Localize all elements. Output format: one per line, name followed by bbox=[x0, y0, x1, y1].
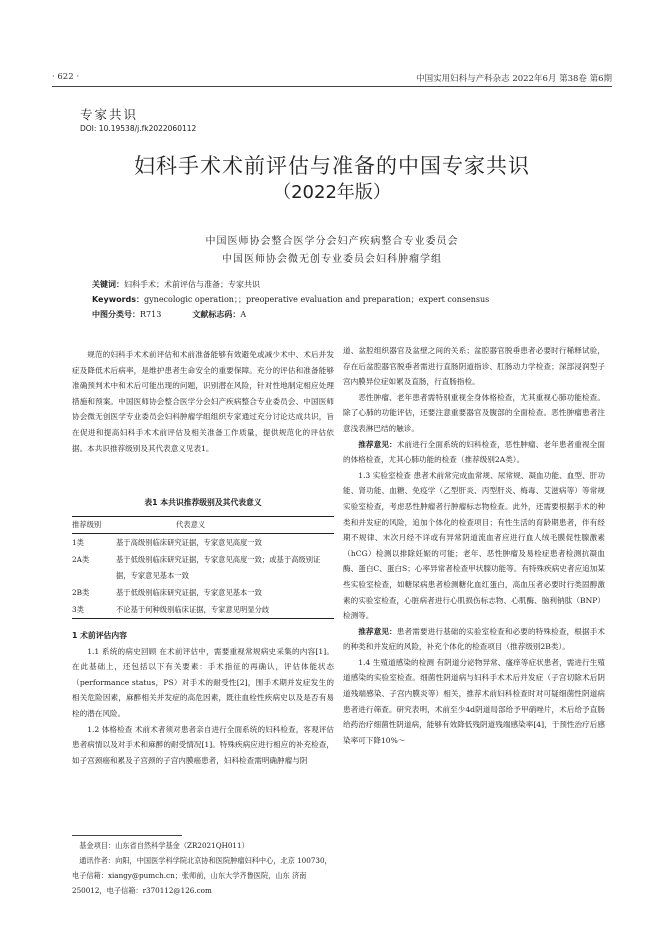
header-rule bbox=[52, 86, 612, 87]
table-header-meaning: 代表意义 bbox=[116, 517, 334, 534]
journal-info: 中国实用妇科与产科杂志 2022年6月 第38卷 第6期 bbox=[416, 74, 612, 84]
correspondence-note: 通讯作者：向阳，中国医学科学院北京协和医院肿瘤妇科中心，北京 100730，电子信箱：xiangy@pumch.cn；张师前，山东大学齐鲁医院，山东 济南 250012，电子信箱：r370112@126.com bbox=[72, 856, 332, 895]
section-1-heading: 1 术前评估内容 bbox=[72, 631, 127, 640]
keywords-cn-label: 关键词： bbox=[92, 280, 124, 289]
table-header-level: 推荐级别 bbox=[72, 517, 116, 534]
table-cell-meaning: 基于低级别临床研究证据，专家意见高度一致；或基于高级别证据，专家意见基本一致 bbox=[116, 555, 321, 580]
table-cell-level: 1类 bbox=[72, 538, 84, 547]
keywords-en bbox=[92, 294, 612, 306]
article-subtitle: （2022年版） bbox=[273, 182, 391, 203]
recommendation-2-text: 患者需要进行基础的实验室检查和必要的特殊检查，根据手术的种类和并发症的风险，补充个体化的检查项目（推荐级别2B类）。 bbox=[343, 626, 606, 652]
table-cell-level: 2A类 bbox=[72, 555, 90, 565]
footnotes bbox=[72, 838, 334, 898]
intro-paragraph: 规范的妇科手术术前评估和术前准备能够有效避免或减少术中、术后并发症及降低术后病率，是维护患者生命安全的重要保障。充分的评估和准备能够准确预判术中和术后可能出现的问题，识别潜在风险，针对性地制定相应处理措施和预案。中国医师协会整合医学分会妇产疾病整合专业委员会、中国医师协会微无创医学专业委员会妇科肿瘤学组组织专家通过充分讨论达成共识，旨在促进和提高妇科手术术前评估及相关准备工作质量，提供规范化的评估依据。本共识推荐级别及其代表意义见表1。 bbox=[72, 350, 334, 453]
section-1-3: 1.3 实验室检查 患者术前常完成血常规、尿常规、凝血功能、血型、肝功能、肾功能、血糖、免疫学（乙型肝炎、丙型肝炎、梅毒、艾滋病等）等常规实验室检查，考虑恶性肿瘤者行肿瘤标志物检查。此外，还需要根据手术的种类和并发症的风险，追加个体化的检查项目；有性生活的育龄期患者，伴有经期不规律、末次月经不详或有异常阴道流血者应进行血人绒毛膜促性腺激素（hCG）检测以排除妊娠的可能；老年、恶性肿瘤及易栓症患者检测抗凝血酶、蛋白C、蛋白S；心率异常者检查甲状腺功能等。有特殊疾病史者应追加某些实验室检查，如糖尿病患者检测糖化血红蛋白，高血压者必要时行类固醇激素的实验室检查，心脏病者进行心肌损伤标志物、心肌酶、脑利钠肽（BNP）检测等。 bbox=[343, 470, 605, 621]
left-column-intro bbox=[72, 347, 334, 456]
table-row bbox=[72, 584, 334, 601]
footnote-rule bbox=[72, 835, 182, 836]
table-row bbox=[72, 534, 334, 552]
left-column-body bbox=[72, 628, 334, 768]
table-cell-level: 2B类 bbox=[72, 587, 90, 597]
exam-continued: 道、盆腔组织器官及盆壁之间的关系；盆腔器官脱垂患者必要时行稀释试验，存在后盆腔器官脱垂者需进行直肠阴道指诊、肛肠动力学检查；深部浸润型子宫内膜异位症如累及直肠，行直肠指检。 bbox=[343, 346, 605, 387]
section-1-4: 1.4 生殖道感染的检测 有阴道分泌物异常、瘙痒等症状患者，需进行生殖道感染的实验室检查。细菌性阴道病与妇科手术术后并发症（子宫切除术后阴道残端感染、子宫内膜炎等）相关，推荐术前妇科检查时对可疑细菌性阴道病患者进行筛查。研究表明，术前至少4d阴道局部给予甲硝唑片，术后给予直肠给药治疗细菌性阴道病，能够有效降低残阴道残端感染率[4]，于预性治疗后感染率可下降10%～ bbox=[343, 657, 605, 745]
table-cell-meaning: 基于低级别临床研究证据，专家意见基本一致 bbox=[116, 587, 262, 597]
doc-code-value: A bbox=[240, 310, 247, 319]
section-1-1: 1.1 系统的病史回顾 在术前评估中，需要重视常规病史采集的内容[1]。在此基础上，还包括以下有关要素：手术指征的再确认，评估体能状态（performance status，PS）对手术的耐受性[2]，围手术期并发症发生的相关危险因素，麻醉相关并发症的高危因素，既往血栓性疾病史以及是否有易栓的潜在风险。 bbox=[72, 646, 334, 718]
keywords-en-label: Keywords： bbox=[92, 295, 145, 304]
table-row bbox=[72, 551, 334, 584]
funding-note: 基金项目：山东省自然科学基金（ZR2021QH011） bbox=[79, 841, 249, 850]
table-cell-level: 3类 bbox=[72, 601, 116, 619]
clc-value: R713 bbox=[140, 310, 162, 319]
table-cell-meaning: 基于高级别临床研究证据，专家意见高度一致 bbox=[116, 538, 262, 547]
malignant-exam: 恶性肿瘤、老年患者需特别重视全身体格检查，尤其重视心肺功能检查。除了心肺的功能评估，还要注意重要器官及腹部的全面检查。恶性肿瘤患者注意浅表淋巴结的触诊。 bbox=[343, 392, 605, 433]
recommendation-1 bbox=[343, 437, 605, 468]
keywords-cn bbox=[92, 279, 612, 291]
recommendation-2-label: 推荐意见： bbox=[358, 626, 397, 636]
keywords-en-text: gynecologic operation；；preoperative evaluation and preparation；expert consensus bbox=[144, 295, 490, 304]
section-1-2: 1.2 体格检查 术前术者须对患者亲自进行全面系统的妇科检查，客观评估患者病情以及对手术和麻醉的耐受情况[1]。特殊疾病应进行相应的补充检查，如子宫颈癌和累及子宫颈的子宫内膜癌患者，妇科检查需明确肿瘤与阴 bbox=[72, 724, 334, 765]
table-row bbox=[72, 601, 334, 619]
recommendation-1-label: 推荐意见： bbox=[358, 439, 397, 449]
recommendation-table bbox=[72, 497, 334, 619]
doc-code-label: 文献标志码： bbox=[192, 310, 241, 319]
recommendation-2 bbox=[343, 624, 605, 655]
clc-label: 中图分类号： bbox=[92, 310, 140, 319]
page-number: · 622 · bbox=[52, 72, 80, 82]
right-column bbox=[343, 343, 605, 748]
recommendation-1-text: 术前进行全面系统的妇科检查，恶性肿瘤、老年患者重视全面的体格检查，尤其心肺功能的检查（推荐级别2A类）。 bbox=[343, 439, 606, 465]
table-title: 表1 本共识推荐级别及其代表意义 bbox=[144, 498, 262, 507]
section-tag: 专家共识 bbox=[80, 107, 139, 122]
doi: DOI: 10.19538/j.fk2022060112 bbox=[80, 124, 197, 133]
author-org-1: 中国医师协会整合医学分会妇产疾病整合专业委员会 bbox=[205, 236, 459, 247]
article-title: 妇科手术术前评估与准备的中国专家共识 bbox=[134, 154, 530, 178]
author-org-2: 中国医师协会微无创专业委员会妇科肿瘤学组 bbox=[222, 254, 442, 265]
keywords-cn-text: 妇科手术；术前评估与准备；专家共识 bbox=[124, 280, 260, 289]
table-cell-meaning: 不论基于何种级别临床证据，专家意见明显分歧 bbox=[116, 601, 334, 619]
classification bbox=[92, 309, 612, 321]
